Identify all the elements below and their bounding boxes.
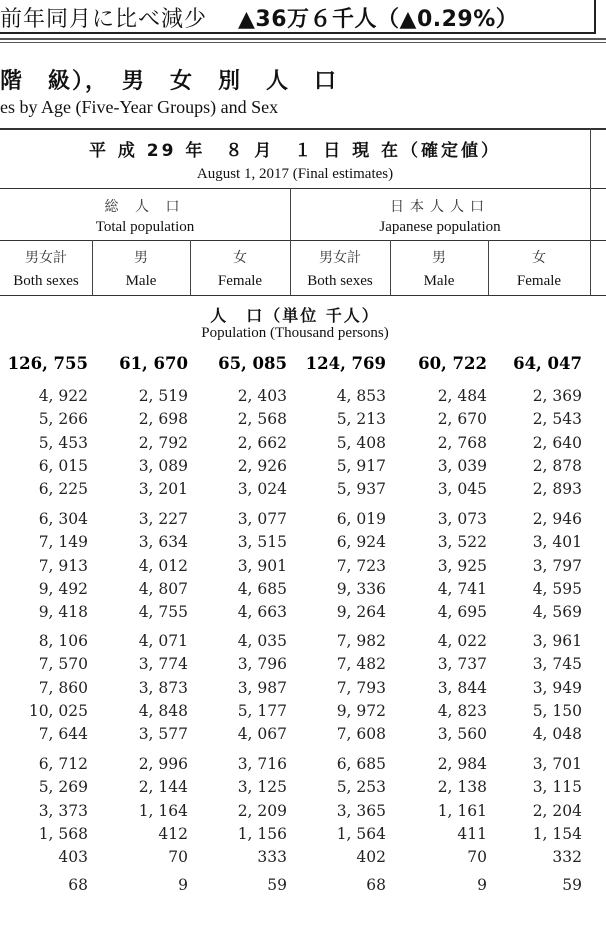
- table-cell: 3, 089: [138, 456, 188, 475]
- table-row: [0, 510, 606, 532]
- table-cell: 3, 073: [437, 510, 487, 528]
- table-cell: 4, 695: [437, 603, 487, 622]
- table-cell: 4, 741: [437, 579, 487, 598]
- table-cell: 3, 701: [532, 755, 582, 773]
- table-cell: 1, 161: [437, 801, 487, 820]
- table-cell: 2, 984: [437, 755, 487, 773]
- table-cell: 3, 515: [237, 533, 287, 552]
- table-cell: 2, 568: [237, 410, 287, 429]
- table-row: [0, 655, 606, 677]
- group-total-jp: 総 人 口: [104, 199, 186, 215]
- table-cell: 4, 035: [237, 632, 287, 650]
- table-cell: 333: [257, 848, 287, 867]
- table-cell: 5, 408: [336, 433, 386, 452]
- table-row: [0, 825, 606, 847]
- table-cell: 3, 577: [138, 725, 188, 744]
- table-row: [0, 557, 606, 579]
- table-cell: 6, 924: [336, 533, 386, 552]
- col-header-en: Male: [423, 273, 455, 289]
- group-rule: [0, 240, 606, 241]
- table-row: [0, 632, 606, 654]
- table-cell: 402: [356, 848, 386, 867]
- table-cell: 4, 807: [138, 579, 188, 598]
- top-divider: [0, 38, 606, 40]
- table-row: [0, 755, 606, 777]
- table-row: [0, 480, 606, 502]
- date-jp: 平 成 29 年 ８ 月 １ 日 現 在（確定値）: [88, 141, 502, 161]
- table-cell: 9, 336: [336, 579, 386, 598]
- table-cell: 3, 560: [437, 725, 487, 744]
- table-cell: 9, 492: [38, 579, 88, 598]
- table-cell: 3, 024: [237, 480, 287, 499]
- table-cell: 10, 025: [28, 701, 88, 720]
- table-cell: 2, 878: [532, 456, 582, 475]
- table-cell: 403: [58, 848, 88, 867]
- table-title-en: es by Age (Five-Year Groups) and Sex: [0, 97, 279, 117]
- table-cell: 3, 373: [38, 801, 88, 820]
- table-cell: 126, 755: [7, 354, 88, 373]
- table-cell: 332: [552, 848, 582, 867]
- table-cell: 6, 019: [336, 510, 386, 528]
- table-cell: 2, 996: [138, 755, 188, 773]
- table-cell: 3, 716: [237, 755, 287, 773]
- table-cell: 3, 039: [437, 456, 487, 475]
- table-cell: 70: [467, 848, 487, 867]
- table-cell: 60, 722: [418, 354, 487, 373]
- table-cell: 124, 769: [305, 354, 386, 373]
- col-header-jp: 男女計: [319, 250, 361, 266]
- table-cell: 4, 853: [336, 387, 386, 405]
- table-cell: 411: [457, 824, 487, 843]
- table-cell: 2, 670: [437, 410, 487, 429]
- table-cell: 5, 177: [237, 701, 287, 720]
- table-cell: 5, 253: [336, 778, 386, 797]
- table-cell: 3, 201: [138, 480, 188, 499]
- table-cell: 7, 860: [38, 678, 88, 697]
- table-cell: 3, 774: [138, 655, 188, 674]
- table-cell: 7, 644: [38, 725, 88, 744]
- table-cell: 2, 926: [237, 456, 287, 475]
- col-header-en: Both sexes: [307, 273, 373, 289]
- table-cell: 3, 925: [437, 556, 487, 575]
- table-cell: 3, 745: [532, 655, 582, 674]
- table-cell: 3, 737: [437, 655, 487, 674]
- total-row: [0, 354, 606, 376]
- table-row: [0, 679, 606, 701]
- date-en: August 1, 2017 (Final estimates): [196, 166, 394, 182]
- group-japanese-jp: 日本人人口: [390, 199, 490, 215]
- table-cell: 2, 519: [138, 387, 188, 405]
- table-cell: 3, 844: [437, 678, 487, 697]
- table-cell: 3, 522: [437, 533, 487, 552]
- table-cell: 7, 608: [336, 725, 386, 744]
- table-cell: 2, 543: [532, 410, 582, 429]
- table-cell: 3, 077: [237, 510, 287, 528]
- table-cell: 6, 304: [38, 510, 88, 528]
- summary-label: 前年同月に比べ減少: [0, 7, 208, 32]
- col-header-en: Female: [217, 273, 263, 289]
- table-row: [0, 533, 606, 555]
- table-cell: 4, 663: [237, 603, 287, 622]
- table-cell: 3, 125: [237, 778, 287, 797]
- table-row: [0, 802, 606, 824]
- table-cell: 4, 685: [237, 579, 287, 598]
- table-cell: 9: [178, 876, 188, 894]
- table-cell: 7, 982: [336, 632, 386, 650]
- col-header-jp: 男: [432, 250, 446, 266]
- section-title-jp: 人 口（単位 千人）: [210, 306, 380, 325]
- table-cell: 68: [68, 876, 88, 894]
- table-cell: 9, 264: [336, 603, 386, 622]
- table-row: [0, 876, 606, 898]
- table-cell: 3, 634: [138, 533, 188, 552]
- table-cell: 4, 071: [138, 632, 188, 650]
- table-cell: 3, 961: [532, 632, 582, 650]
- table-cell: 4, 022: [437, 632, 487, 650]
- table-cell: 7, 570: [38, 655, 88, 674]
- date-rule: [0, 188, 606, 189]
- right-border: [590, 128, 591, 295]
- summary-value: ▲36万６千人（▲0.29%）: [238, 7, 519, 32]
- table-cell: 4, 012: [138, 556, 188, 575]
- table-cell: 59: [267, 876, 287, 894]
- table-cell: 7, 723: [336, 556, 386, 575]
- table-cell: 70: [168, 848, 188, 867]
- table-cell: 2, 204: [532, 801, 582, 820]
- table-cell: 2, 403: [237, 387, 287, 405]
- table-cell: 3, 401: [532, 533, 582, 552]
- col-divider: [190, 240, 191, 295]
- group-total-en: Total population: [95, 219, 195, 235]
- table-cell: 2, 138: [437, 778, 487, 797]
- col-header-jp: 男女計: [25, 250, 67, 266]
- table-cell: 64, 047: [513, 354, 582, 373]
- table-cell: 6, 015: [38, 456, 88, 475]
- col-header-jp: 女: [532, 250, 546, 266]
- table-cell: 2, 484: [437, 387, 487, 405]
- table-cell: 61, 670: [119, 354, 188, 373]
- table-cell: 5, 917: [336, 456, 386, 475]
- table-cell: 6, 685: [336, 755, 386, 773]
- table-cell: 2, 893: [532, 480, 582, 499]
- table-cell: 4, 048: [532, 725, 582, 744]
- group-divider: [290, 188, 291, 295]
- table-row: [0, 580, 606, 602]
- col-header-en: Female: [516, 273, 562, 289]
- table-cell: 7, 149: [38, 533, 88, 552]
- table-cell: 4, 569: [532, 603, 582, 622]
- table-cell: 9, 972: [336, 701, 386, 720]
- table-row: [0, 725, 606, 747]
- table-cell: 2, 369: [532, 387, 582, 405]
- table-cell: 3, 797: [532, 556, 582, 575]
- top-divider-2: [0, 42, 606, 43]
- table-cell: 1, 164: [138, 801, 188, 820]
- table-cell: 5, 213: [336, 410, 386, 429]
- table-row: [0, 778, 606, 800]
- section-title-en: Population (Thousand persons): [201, 325, 389, 341]
- table-cell: 3, 987: [237, 678, 287, 697]
- table-cell: 3, 115: [532, 778, 582, 797]
- table-cell: 5, 150: [532, 701, 582, 720]
- table-cell: 3, 227: [138, 510, 188, 528]
- table-cell: 9, 418: [38, 603, 88, 622]
- table-cell: 2, 698: [138, 410, 188, 429]
- col-header-en: Male: [125, 273, 157, 289]
- table-title-jp: 階 級）， 男 女 別 人 口: [0, 69, 339, 94]
- table-cell: 68: [366, 876, 386, 894]
- table-cell: 7, 913: [38, 556, 88, 575]
- table-cell: 4, 755: [138, 603, 188, 622]
- table-row: [0, 702, 606, 724]
- table-cell: 59: [562, 876, 582, 894]
- table-cell: 3, 873: [138, 678, 188, 697]
- table-row: [0, 410, 606, 432]
- table-cell: 8, 106: [38, 632, 88, 650]
- col-header-jp: 男: [134, 250, 148, 266]
- table-cell: 2, 946: [532, 510, 582, 528]
- table-cell: 4, 067: [237, 725, 287, 744]
- col-divider: [390, 240, 391, 295]
- table-row: [0, 457, 606, 479]
- table-cell: 4, 922: [38, 387, 88, 405]
- table-cell: 6, 712: [38, 755, 88, 773]
- table-cell: 1, 154: [532, 824, 582, 843]
- table-cell: 5, 453: [38, 433, 88, 452]
- table-row: [0, 434, 606, 456]
- table-row: [0, 603, 606, 625]
- table-cell: 2, 640: [532, 433, 582, 452]
- table-cell: 2, 144: [138, 778, 188, 797]
- table-cell: 5, 266: [38, 410, 88, 429]
- col-header-en: Both sexes: [13, 273, 79, 289]
- table-cell: 3, 949: [532, 678, 582, 697]
- table-cell: 2, 792: [138, 433, 188, 452]
- table-cell: 1, 568: [38, 824, 88, 843]
- table-cell: 2, 662: [237, 433, 287, 452]
- header-top-rule: [0, 128, 606, 130]
- summary-box: [0, 0, 596, 34]
- table-cell: 4, 823: [437, 701, 487, 720]
- group-japanese-en: Japanese population: [379, 219, 501, 235]
- column-rule: [0, 295, 606, 296]
- table-row: [0, 848, 606, 870]
- table-cell: 2, 209: [237, 801, 287, 820]
- col-divider: [92, 240, 93, 295]
- table-cell: 412: [158, 824, 188, 843]
- table-cell: 7, 793: [336, 678, 386, 697]
- table-cell: 5, 269: [38, 778, 88, 797]
- table-cell: 3, 901: [237, 556, 287, 575]
- col-header-jp: 女: [233, 250, 247, 266]
- table-cell: 3, 365: [336, 801, 386, 820]
- table-cell: 6, 225: [38, 480, 88, 499]
- table-cell: 9: [477, 876, 487, 894]
- table-cell: 4, 848: [138, 701, 188, 720]
- table-cell: 65, 085: [218, 354, 287, 373]
- table-cell: 3, 045: [437, 480, 487, 499]
- table-cell: 1, 564: [336, 824, 386, 843]
- table-cell: 7, 482: [336, 655, 386, 674]
- col-divider: [488, 240, 489, 295]
- table-cell: 1, 156: [237, 824, 287, 843]
- table-row: [0, 387, 606, 409]
- table-cell: 5, 937: [336, 480, 386, 499]
- table-cell: 2, 768: [437, 433, 487, 452]
- table-cell: 4, 595: [532, 579, 582, 598]
- table-cell: 3, 796: [237, 655, 287, 674]
